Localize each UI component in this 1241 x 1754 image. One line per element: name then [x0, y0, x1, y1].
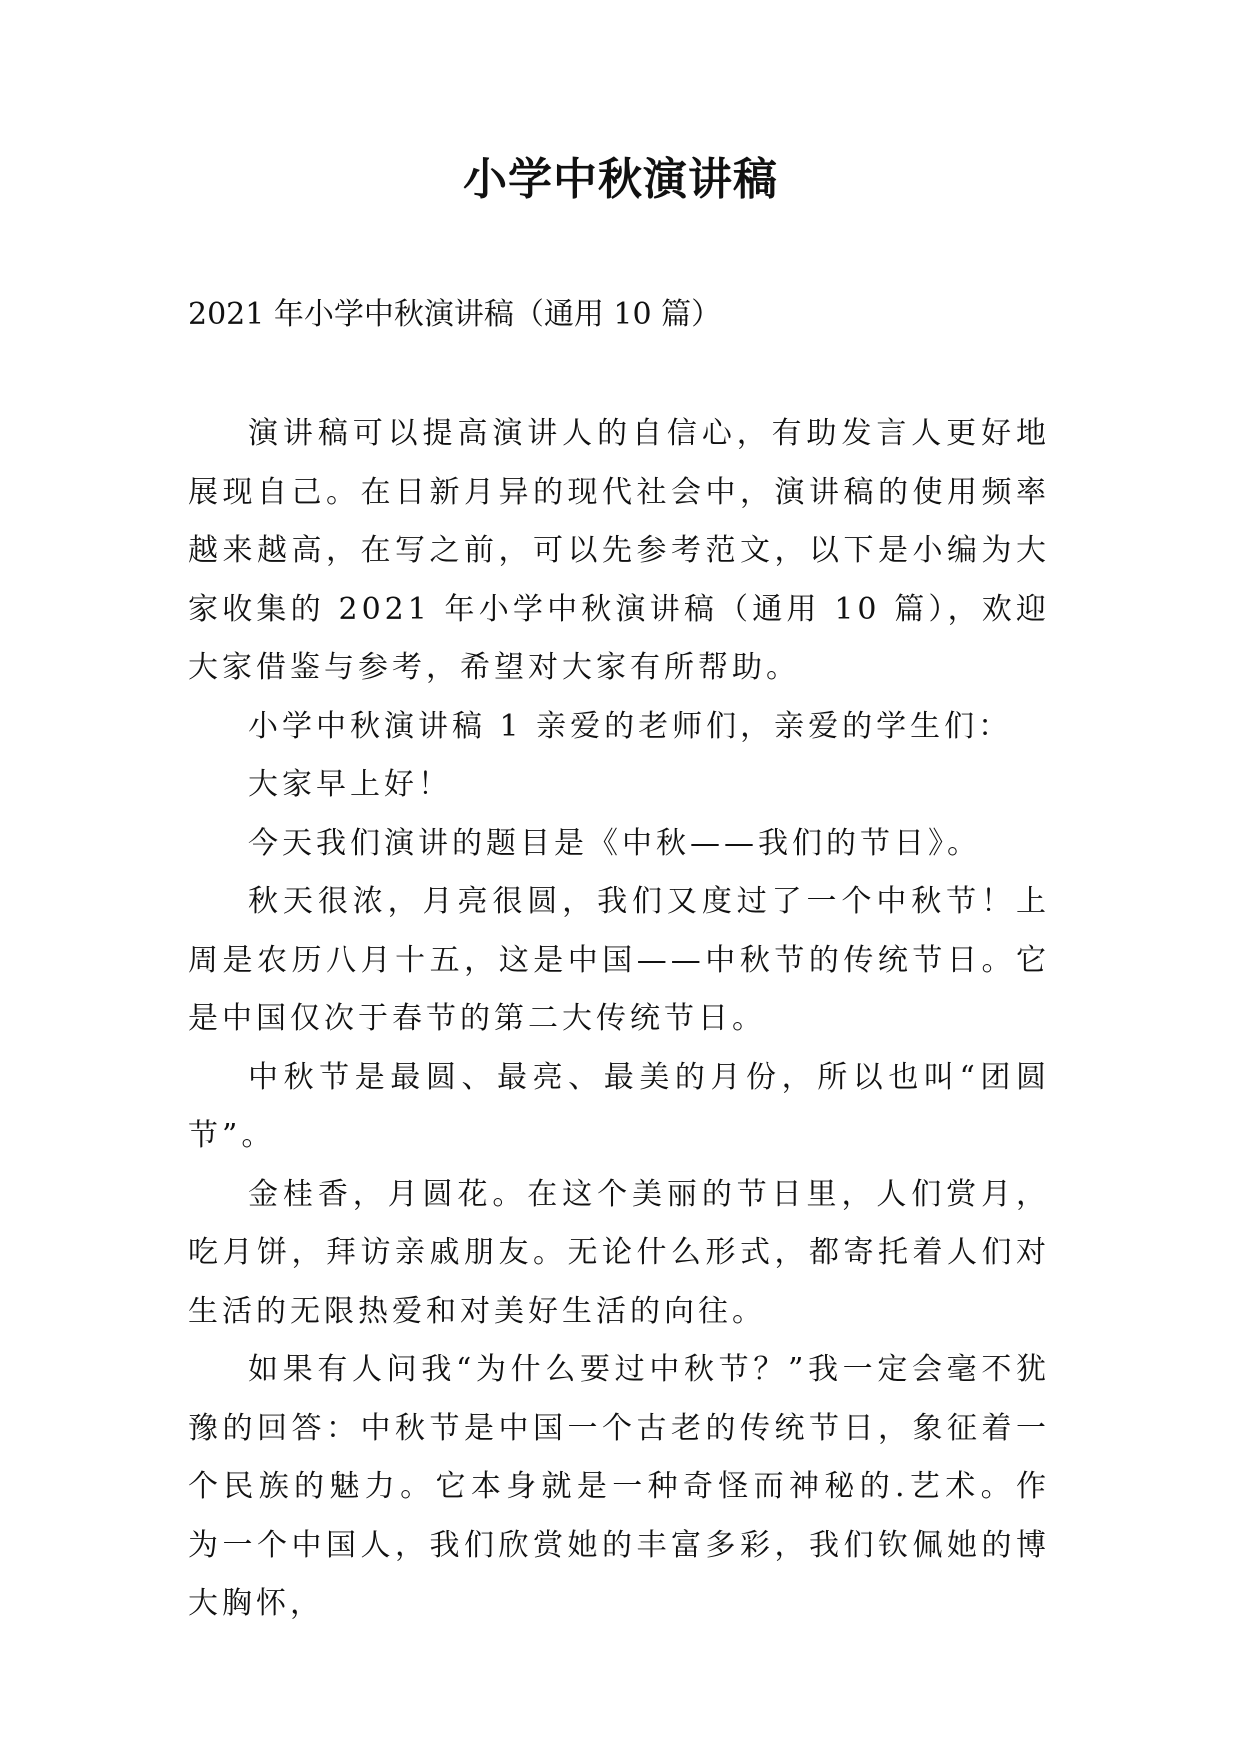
paragraph-autumn: 秋天很浓，月亮很圆，我们又度过了一个中秋节！上周是农历八月十五，这是中国——中秋节的传统节日。它是中国仅次于春节的第二大传统节日。 [188, 884, 1050, 1036]
paragraph-customs: 金桂香，月圆花。在这个美丽的节日里，人们赏月，吃月饼，拜访亲戚朋友。无论什么形式，都寄托着人们对生活的无限热爱和对美好生活的向往。 [188, 1176, 1050, 1329]
paragraph-topic: 今天我们演讲的题目是《中秋——我们的节日》。 [248, 825, 981, 861]
paragraph-speech-heading: 小学中秋演讲稿 1 亲爱的老师们，亲爱的学生们： [248, 708, 1013, 744]
paragraph-why: 如果有人问我“为什么要过中秋节？”我一定会毫不犹豫的回答：中秋节是中国一个古老的传统节日，象征着一个民族的魅力。它本身就是一种奇怪而神秘的.艺术。作为一个中国人，我们欣赏她的丰富多彩，我们钦佩她的博大胸怀， [188, 1352, 1050, 1621]
paragraph-intro: 演讲稿可以提高演讲人的自信心，有助发言人更好地展现自己。在日新月异的现代社会中，演讲稿的使用频率越来越高，在写之前，可以先参考范文，以下是小编为大家收集的 2021 年小学中秋演讲稿（通用 10 篇），欢迎大家借鉴与参考，希望对大家有所帮助。 [188, 416, 1050, 685]
document-title: 小学中秋演讲稿 [463, 154, 778, 205]
document-body [188, 405, 1050, 1634]
document-subtitle: 2021 年小学中秋演讲稿（通用 10 篇） [188, 297, 722, 332]
paragraph-reunion: 中秋节是最圆、最亮、最美的月份，所以也叫“团圆节”。 [188, 1059, 1050, 1153]
paragraph-greeting: 大家早上好！ [248, 767, 452, 802]
